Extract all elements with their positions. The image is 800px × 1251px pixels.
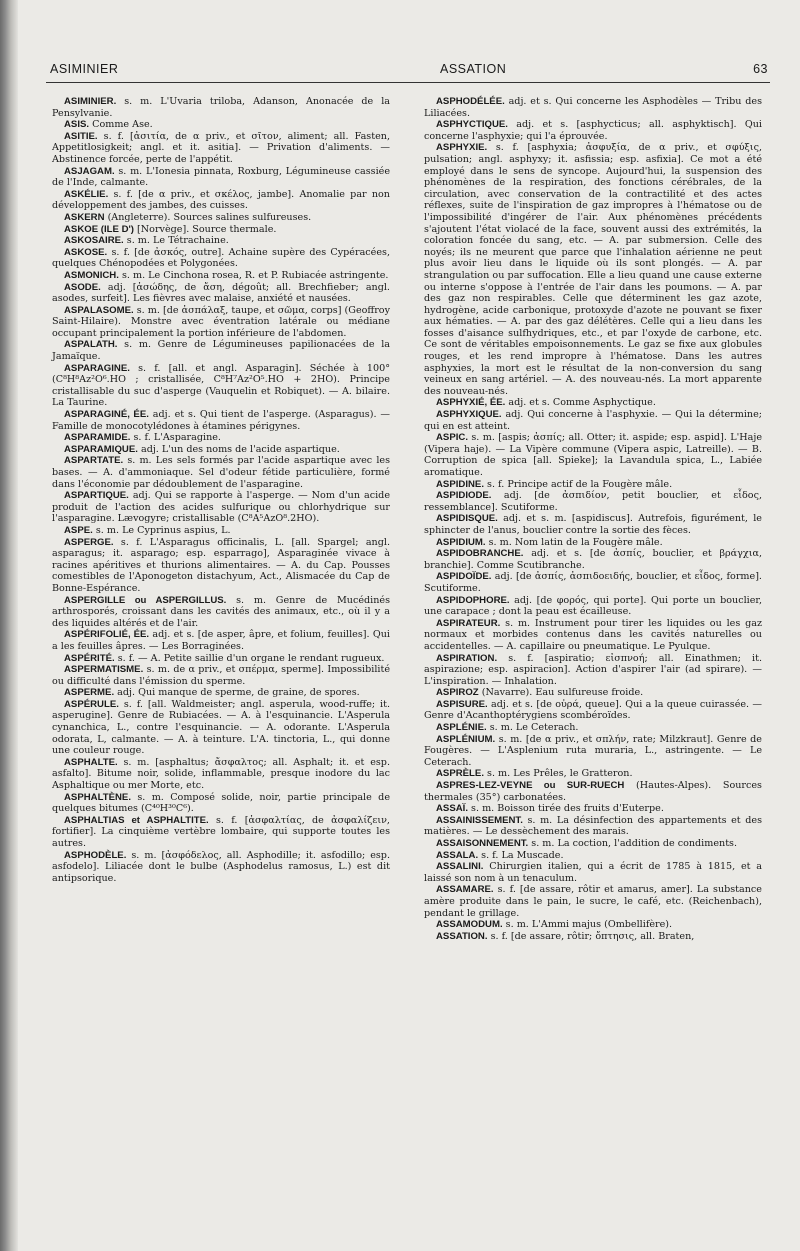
entry-definition: Comme Ase. (89, 119, 153, 131)
entry-headword: ASPERGE. (64, 536, 114, 548)
entry-definition: adj. Qui se rapporte à l'asperge. — Nom d'un acide produit de l'action des acides sulfurique ou chlorhydrique sur l'asparagine. Lævogyre; cristallisable (C⁸A⁵AzO⁸.2HO). (52, 490, 390, 525)
right-column (424, 96, 762, 942)
dictionary-entry (52, 629, 390, 652)
dictionary-entry (424, 653, 762, 688)
entry-headword: ASPIDOBRANCHE. (436, 548, 524, 560)
entry-definition: s. m. de α priv., et σπέρμα, sperme]. Impossibilité ou difficulté dans l'émission du sperme. (52, 664, 390, 687)
entry-headword: ASPHALTIAS et ASPHALTITE. (64, 814, 209, 826)
entry-headword: ASPALASOME. (64, 304, 134, 316)
entry-headword: ASIS. (64, 119, 90, 131)
entry-headword: ASPHODÈLE. (64, 849, 127, 861)
entry-definition: adj. [de φορός, qui porte]. Qui porte un bouclier, une carapace ; dont la peau est écailleuse. (424, 594, 762, 618)
entry-headword: ASSAINISSEMENT. (436, 814, 523, 826)
dictionary-entry (52, 757, 390, 792)
entry-headword: ASKÉLIE. (64, 188, 109, 200)
entry-definition: (Navarre). Eau sulfureuse froide. (478, 687, 644, 699)
entry-definition: s. f. [de assare, rôtir et amarus, amer]. La substance amère produite dans le pain, le sucre, le café, etc. (Reichenbach), pendant le grillage. (424, 884, 762, 919)
entry-headword: ASSAISONNEMENT. (436, 838, 529, 849)
entry-definition: adj. [de ἀσπίς, ἀσπιδοειδής, bouclier, et εἶδος, forme]. Scutiforme. (424, 571, 762, 594)
entry-headword: ASPIDOPHORE. (436, 594, 510, 606)
entry-definition: adj. et s. [de ἀσπίς, bouclier, et βράγχια, branchie]. Comme Scutibranche. (424, 548, 762, 571)
entry-definition: Chirurgien italien, qui a écrit de 1785 à 1815, et a laissé son nom à un tenaculum. (424, 861, 762, 884)
dictionary-entry (52, 282, 390, 305)
header-rule (46, 82, 770, 83)
dictionary-entry (52, 455, 390, 490)
dictionary-entry (424, 861, 762, 884)
dictionary-entry (424, 513, 762, 536)
book-binding-shadow (0, 0, 18, 1251)
entry-definition: s. m. Le Cinchona rosea, R. et P. Rubiacée astringente. (118, 269, 389, 281)
dictionary-entry (52, 699, 390, 757)
entry-headword: ASPIRATION. (436, 652, 498, 664)
entry-headword: ASPLÉNIE. (436, 722, 487, 734)
entry-headword: ASODE. (64, 281, 101, 293)
entry-headword: ASMONICH. (64, 269, 119, 281)
entry-headword: ASPIC. (436, 432, 468, 444)
entry-definition: s. m. La désinfection des appartements et des matières. — Le dessèchement des marais. (424, 814, 762, 838)
entry-definition: adj. et s. Qui tient de l'asperge. (Asparagus). — Famille de monocotylédones à étamines périgynes. (52, 409, 390, 432)
entry-definition: s. m. L'Ionesia pinnata, Roxburg, Légumineuse cassiée de l'Inde, calmante. (52, 165, 390, 189)
entry-headword: ASPARAMIQUE. (64, 443, 138, 455)
entry-headword: ASPIDINE. (436, 478, 484, 490)
dictionary-entry (424, 803, 762, 815)
entry-headword: ASPERGILLE ou ASPERGILLUS. (64, 594, 227, 606)
entry-definition: (Hautes-Alpes). Sources thermales (35°) carbonatées. (424, 780, 762, 803)
dictionary-entry (424, 479, 762, 491)
entry-definition: s. m. Genre de Légumineuses papilionacées de la Jamaïque. (52, 339, 390, 363)
entry-definition: adj. et s. [de asper, âpre, et folium, feuilles]. Qui a les feuilles âpres. — Les Borraginées. (52, 629, 390, 652)
entry-headword: ASPARTATE. (64, 455, 124, 467)
entry-definition: s. f. Principe actif de la Fougère mâle. (483, 478, 673, 490)
dictionary-entry (52, 305, 390, 340)
dictionary-entry (424, 96, 762, 119)
entry-definition: adj. Qui concerne à l'asphyxie. — Qui la détermine; qui en est atteint. (424, 409, 762, 432)
dictionary-entry (52, 247, 390, 270)
dictionary-entry (424, 537, 762, 549)
entry-headword: ASPALATH. (64, 339, 118, 351)
entry-definition: s. m. Le Ceterach. (486, 722, 579, 734)
entry-definition: s. f. [all. Waldmeister; angl. asperula, wood-ruffe; it. asperugine]. Genre de Rubiacées. — A. à l'esquinancie. L'Asperula cynanchica, L., contre l'esquinancie. — A. odorante. L'Asperula odorata, L, calmante. — A. à teinture. L'A. tinctoria, L., qui donne une couleur rouge. (52, 698, 390, 757)
entry-headword: ASJAGAM. (64, 165, 115, 177)
entry-headword: ASPHYXIE. (436, 142, 488, 154)
dictionary-entry (52, 96, 390, 119)
entry-headword: ASPE. (64, 524, 93, 536)
entry-definition: s. f. [all. et angl. Asparagin]. Séchée à 100° (C⁸H⁸Az²O⁶.HO ; cristallisée, C⁸H⁷Az²O⁵.HO + 2HO). Principe cristallisable du suc d'asperge (Vauquelin et Robiquet). — A. bilaire. La Taurine. (52, 362, 390, 409)
entry-definition: (Angleterre). Sources salines sulfureuses. (104, 211, 312, 223)
entry-definition: s. m. La coction, l'addition de condiments. (528, 838, 738, 849)
dictionary-entry (424, 734, 762, 769)
dictionary-entry (424, 699, 762, 722)
left-column (52, 96, 390, 884)
entry-definition: s. f. La Muscade. (478, 849, 564, 861)
dictionary-entry (424, 815, 762, 838)
dictionary-entry (52, 363, 390, 409)
entry-definition: adj. et s. Qui concerne les Asphodèles — Tribu des Liliacées. (424, 96, 762, 119)
entry-definition: s. m. Instrument pour tirer les liquides ou les gaz normaux et morbides contenus dans les cavités naturelles ou accidentelles. — A. capillaire ou pneumatique. Le Pyulque. (424, 617, 762, 652)
dictionary-entry (424, 595, 762, 618)
entry-headword: ASPHODÉLÉE. (436, 96, 505, 107)
entry-definition: s. m. [asphaltus; ἄσφαλτος; all. Asphalt; it. et esp. asfalto]. Bitume noir, solide, inflammable, presque inodore du lac Asphaltique ou mer Morte, etc. (52, 756, 390, 792)
entry-headword: ASITIE. (64, 130, 98, 142)
dictionary-entry (424, 618, 762, 653)
entry-definition: s. m. [ἀσφόδελος, all. Asphodille; it. asfodillo; esp. asfodelo]. Liliacée dont le bulbe (Asphodelus ramosus, L.) est dit antipsorique. (52, 849, 390, 884)
entry-definition: s. m. Les Prêles, le Gratteron. (483, 768, 633, 780)
dictionary-entry (424, 432, 762, 478)
dictionary-entry (424, 931, 762, 943)
entry-headword: ASPIDISQUE. (436, 513, 498, 525)
entry-definition: s. m. Boisson tirée des fruits d'Euterpe. (468, 803, 664, 815)
entry-headword: ASPÉRITÉ. (64, 652, 115, 664)
entry-definition: s. m. Le Cyprinus aspius, L. (92, 524, 231, 536)
dictionary-entry (52, 815, 390, 850)
entry-definition: s. f. [de α priv., et σκέλος, jambe]. Anomalie par non développement des jambes, des cuisses. (52, 188, 390, 212)
header-last-word: ASSATION (440, 62, 507, 76)
entry-headword: ASPERMATISME. (64, 664, 144, 676)
page-number: 63 (753, 62, 768, 76)
entry-definition: adj. L'un des noms de l'acide aspartique. (137, 443, 340, 455)
entry-definition: s. m. [aspis; ἀσπίς; all. Otter; it. aspide; esp. aspid]. L'Haje (Vipera haje). — La Vipère commune (Vipera aspic, Latreille). — B. Corruption de spica [all. Spieke]; la Lavandula spica, L., Labiée aromatique. (424, 432, 762, 478)
entry-definition: s. m. Genre de Mucédinés arthrosporés, croissant dans les cavités des animaux, etc., où il y a des liquides altérés et de l'air. (52, 594, 391, 629)
dictionary-entry (52, 131, 390, 166)
dictionary-entry (424, 490, 762, 513)
entry-headword: ASKERN (64, 211, 105, 223)
dictionary-entry (424, 919, 762, 931)
dictionary-entry (424, 838, 762, 850)
entry-headword: ASPISURE. (436, 698, 488, 710)
entry-headword: ASPHALTE. (64, 756, 118, 768)
dictionary-entry (52, 595, 390, 630)
entry-headword: ASPLÉNIUM. (436, 733, 496, 745)
entry-headword: ASPRES-LEZ-VEYNE ou SUR-RUECH (436, 780, 625, 792)
dictionary-entry (424, 548, 762, 571)
dictionary-entry (52, 224, 390, 236)
header-first-word: ASIMINIER (50, 62, 119, 76)
dictionary-entry (52, 850, 390, 885)
entry-definition: s. f. [ἀσιτία, de α priv., et σῖτον, aliment; all. Fasten, Appetitlosigkeit; angl. et it. asitia]. — Privation d'aliments. — Abstinence forcée, perte de l'appétit. (52, 130, 390, 165)
entry-headword: ASPRÈLE. (436, 768, 484, 780)
dictionary-entry (52, 212, 390, 224)
dictionary-entry (424, 780, 762, 803)
entry-definition: s. m. Composé solide, noir, partie principale de quelques bitumes (C⁴⁰H³⁰C⁶). (52, 791, 390, 815)
dictionary-entry (424, 571, 762, 594)
entry-headword: ASPIDOÏDE. (436, 571, 492, 583)
entry-definition: s. f. [aspiratio; εἰσπνοή; all. Einathmen; it. aspirazione; esp. aspiracion]. Action d'aspirer l'air (ad spirare). — L'inspiration. — Inhalation. (424, 652, 762, 687)
dictionary-entry (424, 768, 762, 780)
entry-headword: ASPERME. (64, 687, 115, 699)
dictionary-entry (424, 119, 762, 142)
entry-definition: adj. et s. Comme Asphyctique. (505, 397, 656, 409)
entry-definition: adj. Qui manque de sperme, de graine, de spores. (114, 687, 360, 699)
dictionary-entry (424, 850, 762, 862)
entry-headword: ASSALINI. (436, 861, 484, 873)
entry-headword: ASPHALTÈNE. (64, 791, 131, 803)
entry-definition: s. m. Nom latin de la Fougère mâle. (485, 536, 663, 548)
dictionary-entry (52, 409, 390, 432)
dictionary-entry (52, 664, 390, 687)
entry-headword: ASSAMODUM. (436, 919, 503, 931)
dictionary-entry (424, 884, 762, 919)
dictionary-entry (52, 270, 390, 282)
entry-definition: s. m. L'Ammi majus (Ombellifère). (502, 919, 673, 931)
entry-definition: s. m. [de α priv., et σπλήν, rate; Milzkraut]. Genre de Fougères. — L'Asplenium ruta muraria, L., astringente. — Le Ceterach. (424, 733, 762, 768)
entry-definition: s. f. [asphyxia; ἀσφυξία, de α priv., et σφύξις, pulsation; angl. asphyxy; it. asfissia; esp. asfixia]. Ce mot a été employé dans le sens de syncope. Aujourd'hui, la suspension des phénomènes de la respiration, des fonctions cérébrales, de la circulation, avec conservation de la contractilité et des actes réflexes, suite de l'inspiration de gaz impropres à l'hématose ou de l'impossibilité d'ingérer de l'air. Aux phénomènes précédents s'ajoutent l'état violacé de la face, souvent aussi des extrémités, la coloration foncée du sang, etc. — A. par submersion. Celle des noyés; ils ne meurent que parce que l'inhalation aérienne ne peut plus avoir lieu dans le liquide où ils sont plongés. — A. par strangulation ou par suffocation. Elle a lieu quand une cause externe ou interne s'oppose à l'entrée de l'air dans les poumons. — A. par des gaz non respirables. Celle que déterminent les gaz azote, hydrogène, acide carbonique, protoxyde d'azote ne pouvant se fixer aux hématies. — A. par des gaz délétères. Celle qui a lieu dans les fosses d'aisance sulfhydriques, etc., et par l'oxyde de carbone, etc. Ce sont de véritables empoisonnements. Le gaz se fixe aux globules rouges, et les rend impropre à l'hématose. Dans les autres asphyxies, la mort est le résultat de la non-conversion du sang veineux en sang artériel. — A. des nouveau-nés. La mort apparente des nouveau-nés. (424, 142, 762, 397)
entry-definition: adj. [de ἀσπιδίον, petit bouclier, et εἶδος, ressemblance]. Scutiforme. (424, 490, 762, 513)
entry-headword: ASPIROZ (436, 687, 479, 699)
entry-headword: ASSATION. (436, 930, 488, 942)
entry-headword: ASSAMARE. (436, 884, 494, 896)
entry-headword: ASPÉRIFOLIÉ, ÉE. (64, 629, 150, 641)
entry-definition: adj. [ἀσώδης, de ἄση, dégoût; all. Brechfieber; angl. asodes, surfeit]. Les fièvres avec malaise, anxiété et nausées. (52, 281, 390, 305)
entry-headword: ASKOSE. (64, 246, 108, 258)
entry-definition: s. m. Le Tétrachaine. (123, 235, 229, 247)
entry-headword: ASPHYXIQUE. (436, 409, 502, 421)
entry-headword: ASKOE (ILE D') (64, 223, 134, 235)
dictionary-entry (52, 687, 390, 699)
dictionary-entry (52, 189, 390, 212)
entry-headword: ASSAÏ. (436, 803, 468, 815)
entry-definition: s. f. L'Asparagus officinalis, L. [all. Spargel; angl. asparagus; it. asparago; esp. esparrago], Asparaginée vivace à racines apéritives et thurions alimentaires. — A. du Cap. Pousses comestibles de l'Aponogeton distachyum, Act., Alismacée du Cap de Bonne-Espérance. (52, 536, 390, 594)
dictionary-entry (52, 792, 390, 815)
entry-headword: ASPARAGINÉ, ÉE. (64, 409, 149, 421)
dictionary-entry (424, 142, 762, 397)
dictionary-entry (52, 444, 390, 456)
entry-definition: s. f. — A. Petite saillie d'un organe le rendant rugueux. (114, 652, 385, 664)
dictionary-entry (424, 722, 762, 734)
running-header (40, 62, 768, 80)
entry-headword: ASPÉRULE. (64, 698, 119, 710)
dictionary-entry (52, 653, 390, 665)
entry-definition: s. f. L'Asparagine. (130, 432, 221, 444)
dictionary-entry (52, 339, 390, 362)
entry-headword: ASPIDIODE. (436, 490, 492, 502)
entry-definition: adj. et s. m. [aspidiscus]. Autrefois, figurément, le sphincter de l'anus, bouclier contre la sortie des fèces. (424, 513, 762, 536)
entry-definition: s. f. [ἀσφαλτίας, de ἀσφαλίζειν, fortifier]. La cinquième vertèbre lombaire, qui supporte toutes les autres. (52, 814, 390, 849)
dictionary-entry (52, 166, 390, 189)
dictionary-entry (52, 525, 390, 537)
entry-definition: s. m. L'Uvaria triloba, Adanson, Anonacée de la Pensylvanie. (52, 96, 390, 119)
entry-definition: [Norvège]. Source thermale. (133, 223, 277, 235)
dictionary-entry (52, 235, 390, 247)
entry-headword: ASPARAMIDE. (64, 432, 131, 444)
entry-headword: ASKOSAIRE. (64, 235, 124, 247)
entry-definition: s. m. Les sels formés par l'acide aspartique avec les bases. — A. d'ammoniaque. Sel d'odeur fétide particulière, formé dans l'économie par dédoublement de l'asparagine. (52, 455, 390, 490)
dictionary-entry (52, 432, 390, 444)
dictionary-entry (52, 490, 390, 525)
dictionary-entry (424, 397, 762, 409)
entry-definition: s. m. [de ἀσπάλαξ, taupe, et σῶμα, corps] (Geoffroy Saint-Hilaire). Monstre avec éventration latérale ou médiane occupant principalement la portion inférieure de l'abdomen. (52, 304, 390, 339)
entry-definition: adj. et s. [de οὐρά, queue]. Qui a la queue cuirassée. — Genre d'Acanthoptérygiens scombéroïdes. (424, 698, 762, 722)
entry-headword: ASPARAGINE. (64, 362, 130, 374)
entry-headword: ASIMINIER. (64, 96, 117, 107)
dictionary-entry (52, 537, 390, 595)
dictionary-entry (424, 687, 762, 699)
dictionary-entry (424, 409, 762, 432)
entry-definition: s. f. [de ἀσκός, outre]. Achaine supère des Cypéracées, quelques Chénopodées et Polygonées. (52, 246, 390, 270)
entry-headword: ASPHYXIÉ, ÉE. (436, 397, 506, 409)
entry-headword: ASSALA. (436, 849, 479, 861)
entry-definition: s. f. [de assare, rôtir; ὄπτησις, all. Braten, (487, 930, 695, 942)
entry-definition: adj. et s. [asphycticus; all. asphyktisch]. Qui concerne l'asphyxie; qui l'a éprouvée. (424, 119, 762, 142)
entry-headword: ASPIRATEUR. (436, 617, 501, 629)
entry-headword: ASPARTIQUE. (64, 490, 129, 502)
entry-headword: ASPIDIUM. (436, 536, 486, 548)
dictionary-entry (52, 119, 390, 131)
entry-headword: ASPHYCTIQUE. (436, 119, 508, 131)
